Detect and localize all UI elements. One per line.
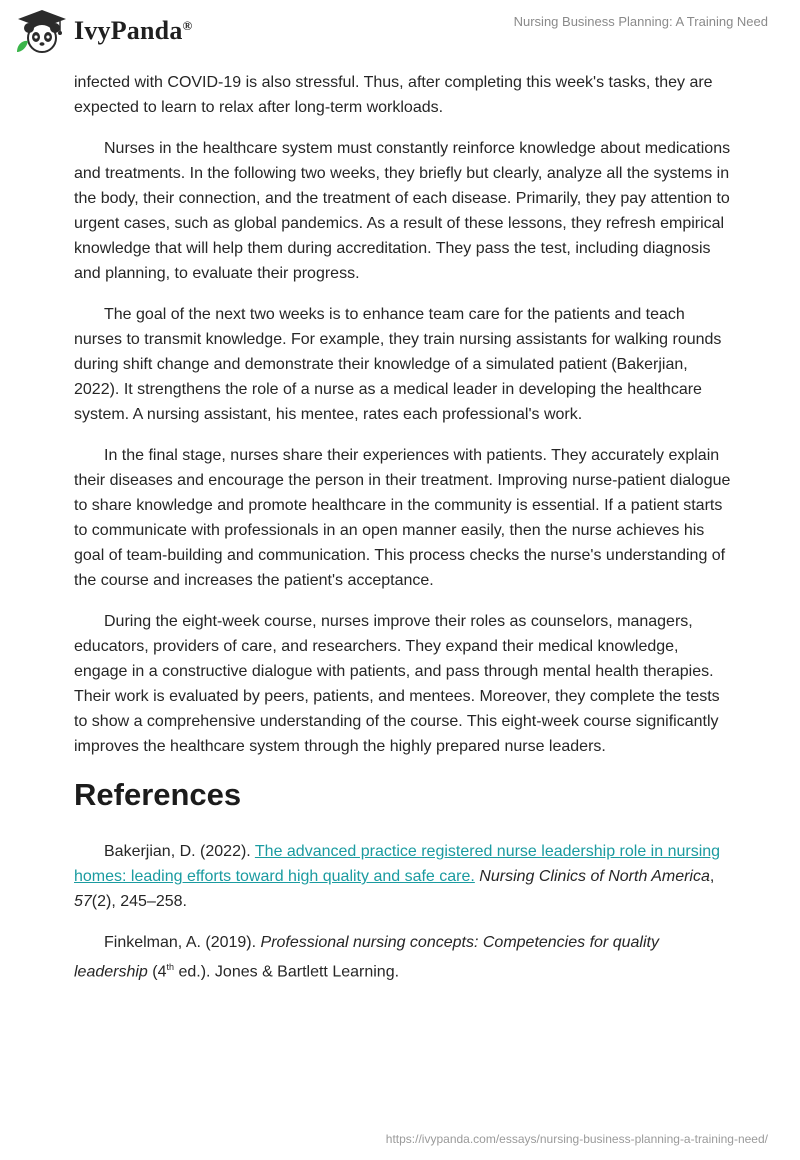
page-url: https://ivypanda.com/essays/nursing-business-planning-a-training-need/ xyxy=(385,1132,768,1146)
paragraph: infected with COVID-19 is also stressful. Thus, after completing this week's tasks, they are expected to learn to relax after long-term workloads. xyxy=(74,74,713,116)
references-heading: References xyxy=(74,777,242,812)
reference-publisher: ed.). Jones & Bartlett Learning. xyxy=(174,963,400,981)
essay-body xyxy=(74,70,734,1000)
paragraph: The goal of the next two weeks is to enhance team care for the patients and teach nurses to transmit knowledge. For example, they train nursing assistants for walking rounds during shift change and demonstrate their knowledge of a simulated patient (Bakerjian, 2022). It strengthens the role of a nurse as a medical leader in developing the healthcare system. A nursing assistant, his mentee, rates each professional's work. xyxy=(74,306,722,423)
panda-graduate-icon xyxy=(14,8,70,54)
reference-separator: , xyxy=(709,868,715,885)
page-header xyxy=(0,0,800,64)
reference-item xyxy=(74,930,734,984)
brand-name: IvyPanda® xyxy=(74,16,193,45)
reference-pages: (2), 245–258. xyxy=(91,893,187,910)
paragraph: During the eight-week course, nurses improve their roles as counselors, managers, educators, providers of care, and researchers. They expand their medical knowledge, engage in a constructive dialogue with patients, and pass through mental health therapies. Their work is evaluated by peers, patients, and mentees. Moreover, they complete the tests to show a comprehensive understanding of the course. This eight-week course significantly improves the healthcare system through the highly prepared nurse leaders. xyxy=(74,613,720,755)
reference-item xyxy=(74,839,734,914)
reference-author: Bakerjian, D. (2022). xyxy=(104,843,255,860)
reference-edition-sup: th xyxy=(166,962,175,972)
reference-link[interactable]: The advanced practice registered nurse leadership role in nursing homes: leading efforts toward high quality and safe care. xyxy=(74,843,721,885)
reference-edition: (4 xyxy=(147,963,167,981)
paragraph: In the final stage, nurses share their experiences with patients. They accurately explain their diseases and encourage the person in their treatment. Improving nurse-patient dialogue to share knowledge and promote healthcare in the community is essential. If a patient starts to communicate with professionals in an open manner easily, then the nurse achieves his goal of team-building and communication. This process checks the nurse's understanding of the course and increases the patient's acceptance. xyxy=(74,447,731,589)
document-title: Nursing Business Planning: A Training Need xyxy=(513,14,768,29)
logo[interactable] xyxy=(14,8,192,54)
reference-volume: 57 xyxy=(74,893,92,910)
paragraph: Nurses in the healthcare system must constantly reinforce knowledge about medications and treatments. In the following two weeks, they briefly but clearly, analyze all the systems in the body, their connection, and the treatment of each disease. Primarily, they pay attention to urgent cases, such as global pandemics. As a result of these lessons, they refresh empirical knowledge that will help them during accreditation. They pass the test, including diagnosis and planning, to evaluate their progress. xyxy=(74,140,731,282)
reference-title: Professional nursing concepts: Competencies for quality leadership xyxy=(74,934,659,981)
reference-journal: Nursing Clinics of North America xyxy=(479,868,710,885)
reference-author: Finkelman, A. (2019). xyxy=(104,934,261,951)
